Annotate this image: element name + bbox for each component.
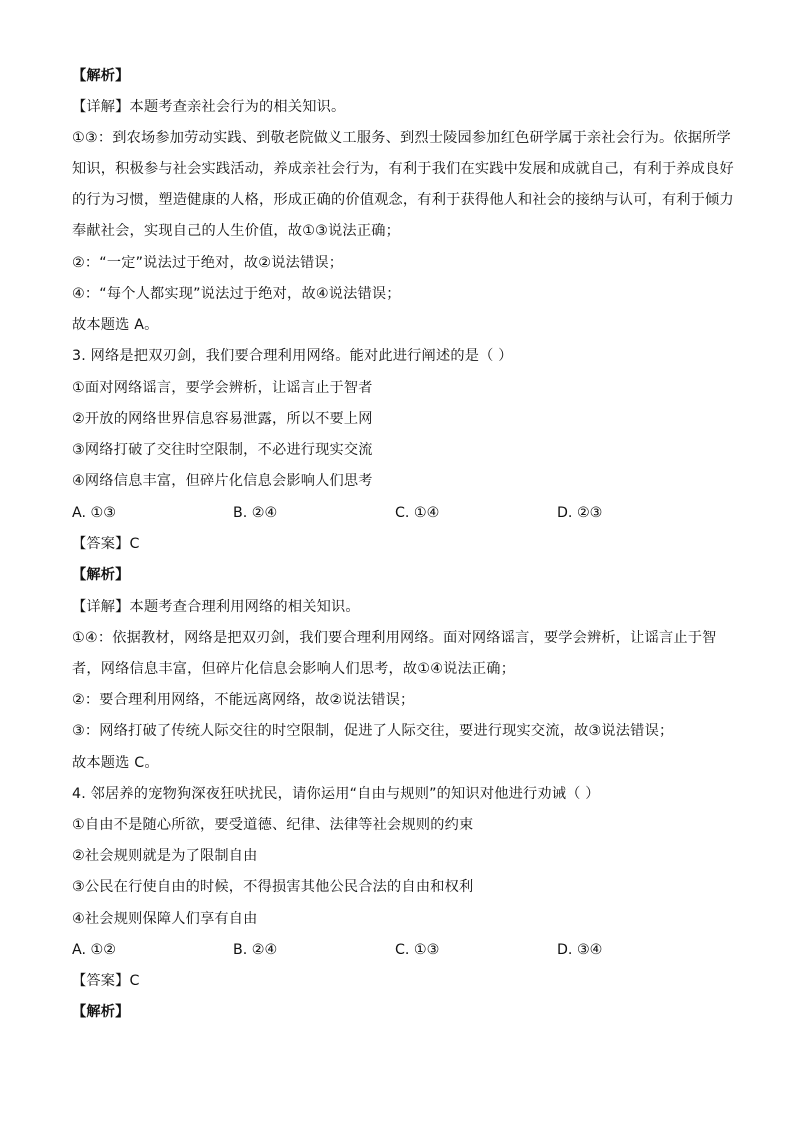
conclusion-line: 故本题选 C。 [72,755,159,771]
question-3-statement: ④网络信息丰富，但碎片化信息会影响人们思考 [72,473,373,489]
question-4-statement: ②社会规则就是为了限制自由 [72,848,258,864]
text-line: 奉献社会，实现自己的人生价值，故①③说法正确； [72,223,400,239]
question-4-statement: ①自由不是随心所欲，要受道德、纪律、法律等社会规则的约束 [72,817,474,833]
text-line: ③：网络打破了传统人际交往的时空限制，促进了人际交往，要进行现实交流，故③说法错误； [72,723,674,739]
text-line: ②：要合理利用网络，不能远离网络，故②说法错误； [72,692,415,708]
question-4-option-b: B. ②④ [233,942,278,958]
analysis-heading: 【解析】 [72,68,130,84]
detail-line: 【详解】本题考查合理利用网络的相关知识。 [72,599,360,615]
text-line: 知识，积极参与社会实践活动，养成亲社会行为，有利于我们在实践中发展和成就自己，有利于养成良好 [72,161,734,177]
question-3-stem: 3. 网络是把双刃剑，我们要合理利用网络。能对此进行阐述的是（ ） [72,348,513,364]
question-4-statement: ④社会规则保障人们享有自由 [72,911,258,927]
text-line: 者，网络信息丰富，但碎片化信息会影响人们思考，故①④说法正确； [72,661,516,677]
question-3-statement: ③网络打破了交往时空限制，不必进行现实交流 [72,442,373,458]
question-3-option-a: A. ①③ [72,505,116,521]
answer-line: 【答案】C [72,973,140,989]
analysis-heading: 【解析】 [72,567,130,583]
question-4-option-c: C. ①③ [395,942,440,958]
question-4-option-a: A. ①② [72,942,116,958]
detail-line: 【详解】本题考查亲社会行为的相关知识。 [72,99,346,115]
answer-line: 【答案】C [72,536,140,552]
analysis-heading: 【解析】 [72,1004,130,1020]
conclusion-line: 故本题选 A。 [72,317,159,333]
question-3-option-d: D. ②③ [557,505,603,521]
question-3-option-c: C. ①④ [395,505,440,521]
text-line: ④：“每个人都实现”说法过于绝对，故④说法错误； [72,286,401,302]
question-3-statement: ②开放的网络世界信息容易泄露，所以不要上网 [72,411,373,427]
question-3-option-b: B. ②④ [233,505,278,521]
text-line: ①④：依据教材，网络是把双刃剑，我们要合理利用网络。面对网络谣言，要学会辨析，让谣言止于智 [72,630,717,646]
question-4-stem: 4. 邻居养的宠物狗深夜狂吠扰民，请你运用“自由与规则”的知识对他进行劝诫（ ） [72,786,600,802]
text-line: 的行为习惯，塑造健康的人格，形成正确的价值观念，有利于获得他人和社会的接纳与认可，有利于倾力 [72,192,734,208]
text-line: ①③：到农场参加劳动实践、到敬老院做义工服务、到烈士陵园参加红色研学属于亲社会行为。依据所学 [72,130,731,146]
question-4-statement: ③公民在行使自由的时候，不得损害其他公民合法的自由和权利 [72,879,474,895]
question-3-statement: ①面对网络谣言，要学会辨析，让谣言止于智者 [72,380,373,396]
question-4-option-d: D. ③④ [557,942,603,958]
text-line: ②：“一定”说法过于绝对，故②说法错误； [72,255,344,271]
